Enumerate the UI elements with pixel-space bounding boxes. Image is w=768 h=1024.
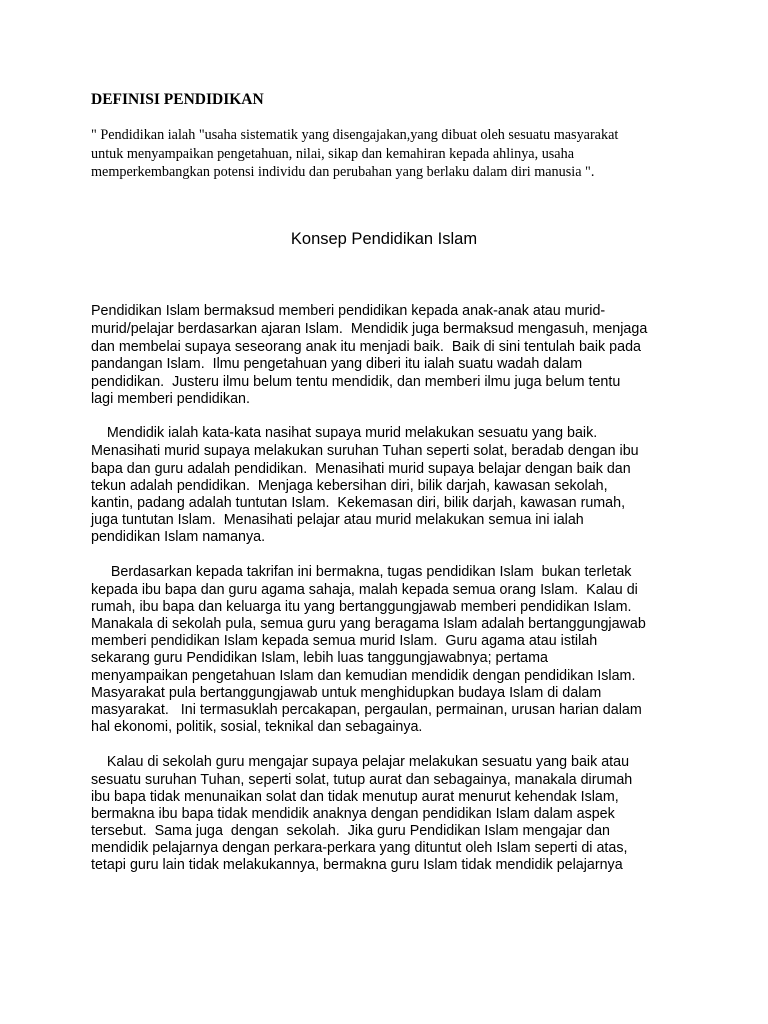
paragraph-line: tekun adalah pendidikan. Menjaga kebersihan diri, bilik darjah, kawasan sekolah, [91, 478, 608, 494]
paragraph-line: ibu bapa tidak menunaikan solat dan tidak menutup aurat menurut kehendak Islam, [91, 789, 619, 805]
paragraph-line: sekarang guru Pendidikan Islam, lebih luas tanggungjawabnya; pertama [91, 650, 548, 666]
paragraph-line: Pendidikan Islam bermaksud memberi pendidikan kepada anak-anak atau murid- [91, 303, 606, 319]
section-subtitle: Konsep Pendidikan Islam [290, 230, 478, 248]
paragraph-line: pandangan Islam. Ilmu pengetahuan yang diberi itu ialah suatu wadah dalam [91, 356, 583, 372]
paragraph-line: hal ekonomi, politik, sosial, teknikal dan sebagainya. [91, 719, 423, 735]
paragraph-line: Masyarakat pula bertanggungjawab untuk menghidupkan budaya Islam di dalam [91, 685, 602, 701]
paragraph-line: bermakna ibu bapa tidak mendidik anaknya dengan pendidikan Islam dalam aspek [91, 806, 615, 822]
paragraph-line: masyarakat. Ini termasuklah percakapan, pergaulan, permainan, urusan harian dalam [91, 702, 642, 718]
paragraph-line: sesuatu suruhan Tuhan, seperti solat, tutup aurat dan sebagainya, manakala dirumah [91, 772, 633, 788]
paragraph-line: Manakala di sekolah pula, semua guru yang beragama Islam adalah bertanggungjawab [91, 616, 646, 632]
paragraph-line: kantin, padang adalah tuntutan Islam. Kekemasan diri, bilik darjah, kawasan rumah, [91, 495, 626, 511]
definition-line: " Pendidikan ialah "usaha sistematik yang disengajakan,yang dibuat oleh sesuatu masyarakat [91, 127, 619, 143]
paragraph-line: menyampaikan pengetahuan Islam dan kemudian mendidik dengan pendidikan Islam. [91, 668, 636, 684]
paragraph-line: memberi pendidikan Islam kepada semua murid Islam. Guru agama atau istilah [91, 633, 598, 649]
paragraph-line: bapa dan guru adalah pendidikan. Menasihati murid supaya belajar dengan baik dan [91, 461, 631, 477]
paragraph-line: Kalau di sekolah guru mengajar supaya pelajar melakukan sesuatu yang baik atau [91, 754, 630, 770]
paragraph-line: tersebut. Sama juga dengan sekolah. Jika guru Pendidikan Islam mengajar dan [91, 823, 610, 839]
paragraph-line: Mendidik ialah kata-kata nasihat supaya murid melakukan sesuatu yang baik. [91, 425, 598, 441]
paragraph-line: juga tuntutan Islam. Menasihati pelajar atau murid melakukan semua ini ialah [91, 512, 584, 528]
paragraph-line: rumah, ibu bapa dan keluarga itu yang bertanggungjawab memberi pendidikan Islam. [91, 599, 632, 615]
paragraph-line: mendidik pelajarnya dengan perkara-perkara yang dituntut oleh Islam seperti di atas, [91, 840, 628, 856]
paragraph-line: murid/pelajar berdasarkan ajaran Islam. Mendidik juga bermaksud mengasuh, menjaga [91, 321, 648, 337]
definition-line: untuk menyampaikan pengetahuan, nilai, sikap dan kemahiran kepada ahlinya, usaha [91, 146, 574, 162]
paragraph-line: pendidikan. Justeru ilmu belum tentu mendidik, dan memberi ilmu juga belum tentu [91, 374, 621, 390]
paragraph-line: lagi memberi pendidikan. [91, 391, 250, 407]
definition-line: memperkembangkan potensi individu dan perubahan yang berlaku dalam diri manusia ". [91, 164, 595, 180]
paragraph-line: tetapi guru lain tidak melakukannya, bermakna guru Islam tidak mendidik pelajarnya [91, 857, 623, 873]
paragraph-line: kepada ibu bapa dan guru agama sahaja, malah kepada semua orang Islam. Kalau di [91, 582, 638, 598]
section-heading: DEFINISI PENDIDIKAN [91, 91, 264, 108]
paragraph-line: pendidikan Islam namanya. [91, 529, 266, 545]
paragraph-line: Menasihati murid supaya melakukan suruhan Tuhan seperti solat, beradab dengan ibu [91, 443, 639, 459]
paragraph-line: Berdasarkan kepada takrifan ini bermakna, tugas pendidikan Islam bukan terletak [91, 564, 632, 580]
paragraph-line: dan membelai supaya seseorang anak itu menjadi baik. Baik di sini tentulah baik pada [91, 339, 641, 355]
